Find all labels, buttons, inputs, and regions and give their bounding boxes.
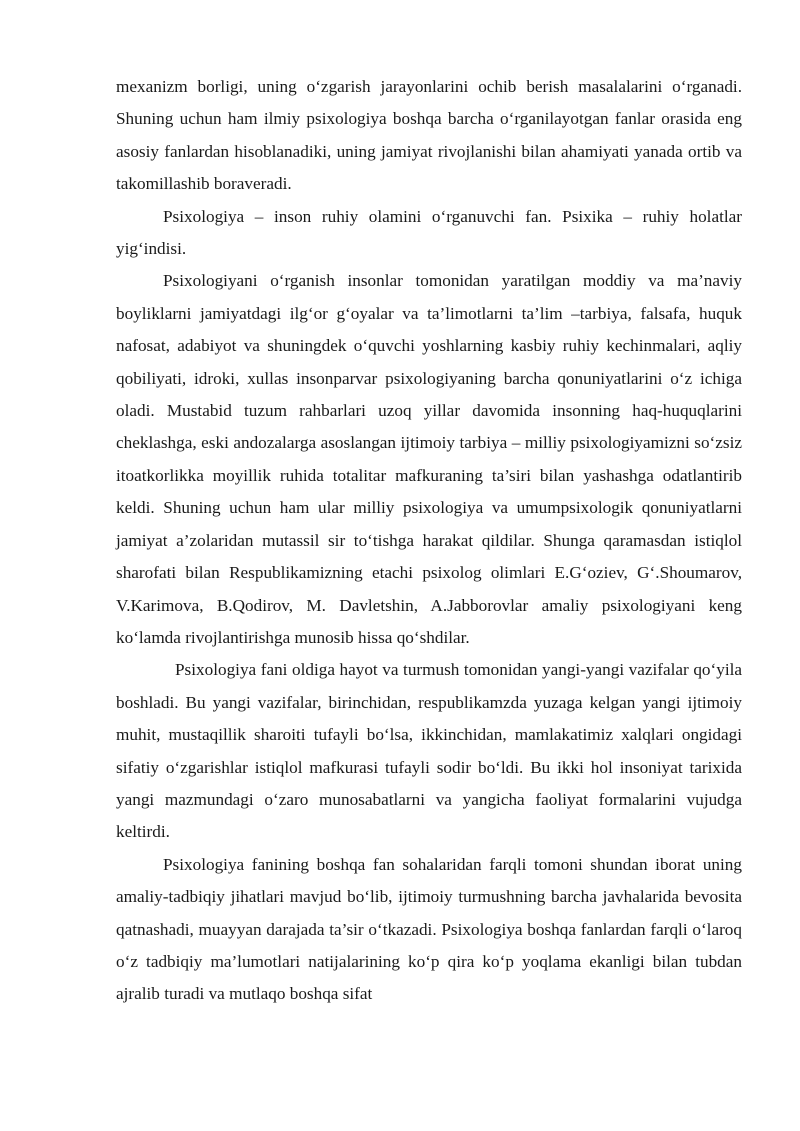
paragraph-continuation: mexanizm borligi, uning o‘zgarish jarayonlarini ochib berish masalalarini o‘rganadi. Shuning uchun ham ilmiy psixologiya boshqa barcha o‘rganilayotgan fanlar orasida eng asosiy fanlardan hisoblanadiki, uning jamiyat rivojlanishi bilan ahamiyati yanada ortib va takomillashib boraveradi. bbox=[116, 77, 742, 194]
paragraph-study-scope: Psixologiyani o‘rganish insonlar tomonidan yaratilgan moddiy va ma’naviy boyliklarni jamiyatdagi ilg‘or g‘oyalar va ta’limotlarni ta’lim –tarbiya, falsafa, huquk nafosat, adabiyot va shuningdek o‘quvchi yoshlarning kasbiy ruhiy kechinmalari, aqliy qobiliyati, idroki, xullas insonparvar psixologiyaning barcha qonuniyatlarini o‘z ichiga oladi. Mustabid tuzum rahbarlari uzoq yillar davomida insonning haq-huquqlarini cheklashga, eski andozalarga asoslangan ijtimoiy tarbiya – milliy psixologiyamizni so‘zsiz itoatkorlikka moyillik ruhida totalitar mafkuraning ta’siri bilan yashashga odatlantirib keldi. Shuning uchun ham ular milliy psixologiya va umumpsixologik qonuniyatlarni jamiyat a’zolaridan mutassil sir to‘tishga harakat qildilar. Shunga qaramasdan istiqlol sharofati bilan Respublikamizning etachi psixolog olimlari E.G‘oziev, G‘.Shoumarov, V.Karimova, B.Qodirov, M. Davletshin, A.Jabborovlar amaliy psixologiyani keng ko‘lamda rivojlantirishga munosib hissa qo‘shdilar. bbox=[116, 271, 742, 647]
body-text bbox=[116, 71, 742, 1011]
paragraph-applied-aspects: Psixologiya fanining boshqa fan sohalaridan farqli tomoni shundan iborat uning amaliy-tadbiqiy jihatlari mavjud bo‘lib, ijtimoiy turmushning barcha javhalarida bevosita qatnashadi, muayyan darajada ta’sir o‘tkazadi. Psixologiya boshqa fanlardan farqli o‘laroq o‘z tadbiqiy ma’lumotlari natijalarining ko‘p qira ko‘p yoqlama ekanligi bilan tubdan ajralib turadi va mutlaqo boshqa sifat bbox=[116, 854, 742, 1004]
paragraph-definition: Psixologiya – inson ruhiy olamini o‘rganuvchi fan. Psixika – ruhiy holatlar yig‘indisi. bbox=[116, 206, 742, 259]
paragraph-new-tasks: Psixologiya fani oldiga hayot va turmush tomonidan yangi-yangi vazifalar qo‘yila boshladi. Bu yangi vazifalar, birinchidan, respublikamzda yuzaga kelgan yangi ijtimoiy muhit, mustaqillik sharoiti tufayli bo‘lsa, ikkinchidan, mamlakatimiz xalqlari ongidagi sifatiy o‘zgarishlar istiqlol mafkurasi tufayli sodir bo‘ldi. Bu ikki hol insoniyat tarixida yangi mazmundagi o‘zaro munosabatlarni va yangicha faoliyat formalarini vujudga keltirdi. bbox=[116, 660, 742, 842]
